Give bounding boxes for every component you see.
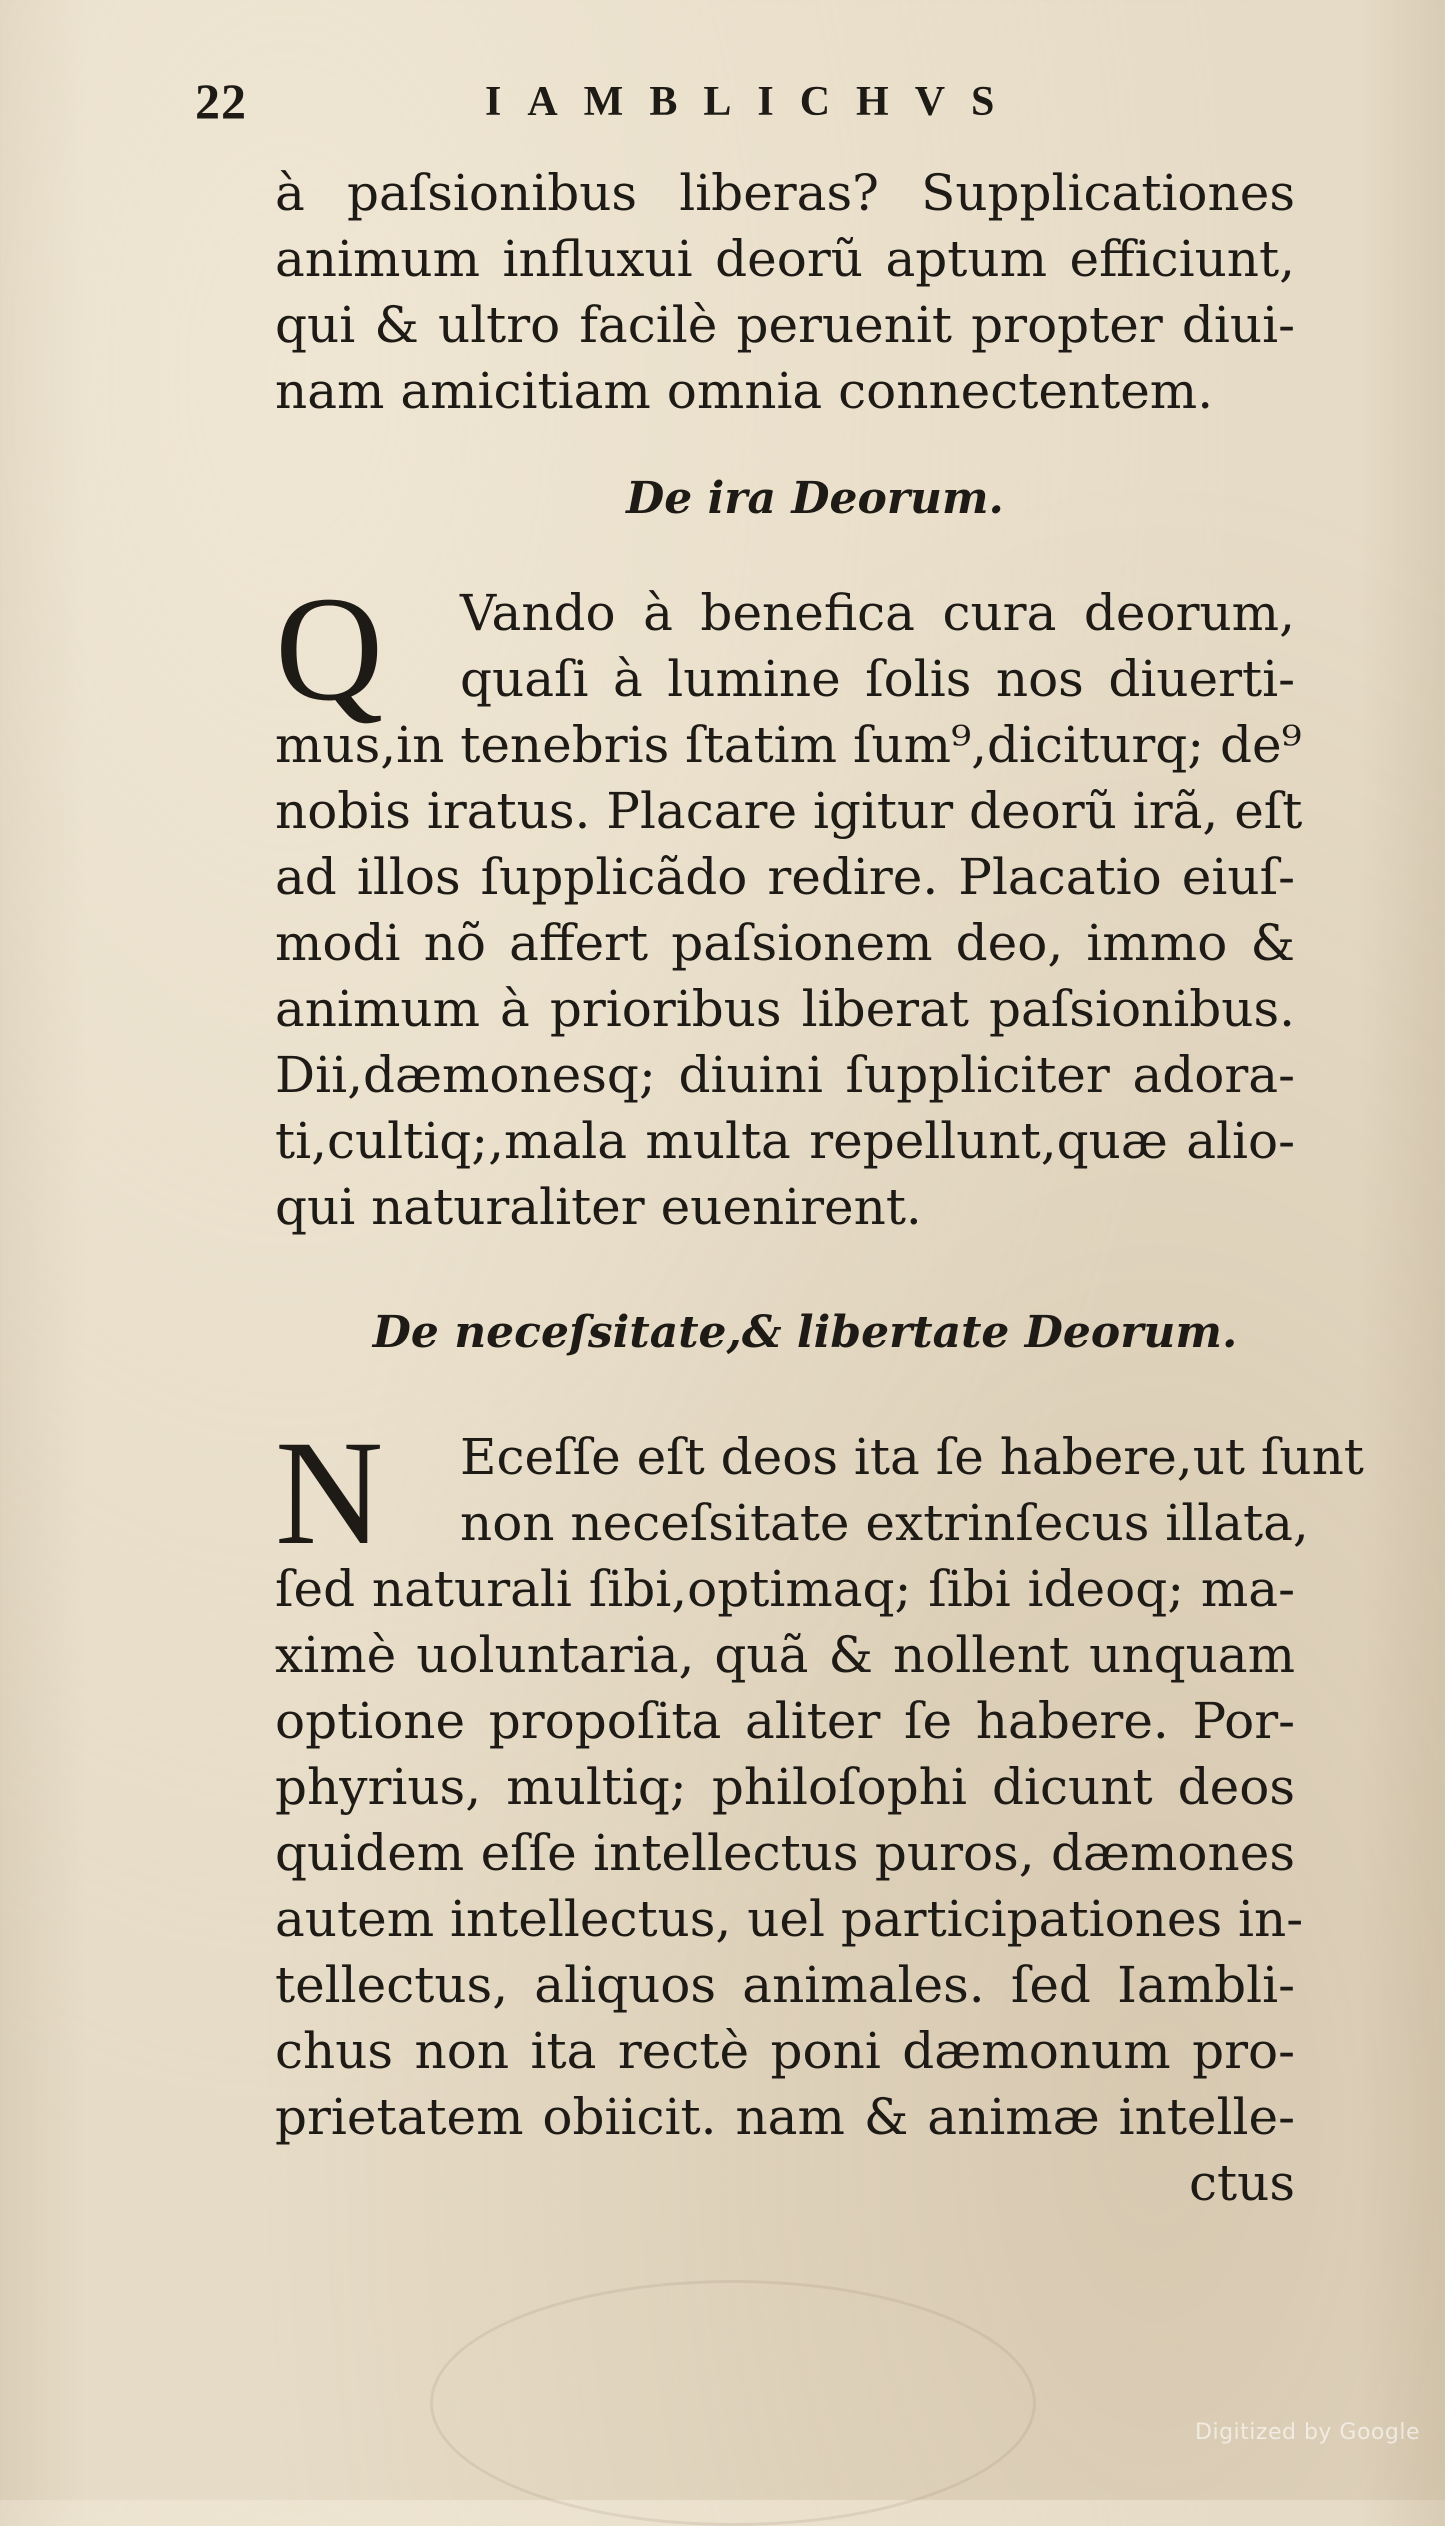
text-line: nobis iratus. Placare igitur deorũ irã, eſt	[275, 782, 1303, 840]
text-line: ſed naturali ſibi,optimaq; ſibi ideoq; ma-	[275, 1560, 1295, 1618]
catchword: ctus	[1189, 2154, 1295, 2212]
digitization-watermark: Digitized by Google	[1195, 2420, 1420, 2445]
text-line: modi nõ affert paſsionem deo, immo &	[275, 914, 1295, 972]
text-line: qui & ultro facilè peruenit propter diui-	[275, 296, 1295, 354]
drop-cap-initial: N	[275, 1410, 384, 1576]
text-line: chus non ita rectè poni dæmonum pro-	[275, 2022, 1295, 2080]
section-heading-ira: De ira Deorum.	[626, 473, 1004, 524]
text-line: mus,in tenebris ſtatim ſum⁹,diciturq; de⁹	[275, 716, 1302, 774]
running-head: IAMBLICHVS	[485, 79, 1021, 125]
section-necessitate	[275, 1410, 1364, 2216]
text-line: prietatem obiicit. nam & animæ intelle-	[275, 2088, 1295, 2146]
text-line: ti,cultiq;,mala multa repellunt,quæ alio-	[275, 1112, 1295, 1170]
section-ira	[275, 566, 1303, 1240]
text-line: Dii,dæmonesq; diuini ſuppliciter adora-	[275, 1046, 1295, 1104]
page-header	[195, 72, 1310, 142]
text-line: optione propoſita aliter ſe habere. Por-	[275, 1692, 1295, 1750]
text-line: tellectus, aliquos animales. ſed Iambli-	[275, 1956, 1295, 2014]
section-heading-necessitate: De neceſsitate,& libertate Deorum.	[372, 1307, 1238, 1358]
text-line: animum à prioribus liberat paſsionibus.	[275, 980, 1295, 1038]
intro-paragraph	[275, 160, 1295, 424]
text-line: à paſsionibus liberas? Supplicationes	[275, 164, 1295, 222]
text-line: nam amicitiam omnia connectentem.	[275, 362, 1214, 420]
text-line: Vando à benefica cura deorum,	[460, 584, 1295, 642]
library-stamp-mark	[430, 2280, 1036, 2526]
text-line: autem intellectus, uel participationes in-	[275, 1890, 1304, 1948]
text-line: quaſi à lumine ſolis nos diuerti-	[460, 650, 1295, 708]
text-line: ad illos ſupplicãdo redire. Placatio eiuſ-	[275, 848, 1295, 906]
drop-cap-initial: Q	[275, 566, 384, 732]
text-line: quidem eſſe intellectus puros, dæmones	[275, 1824, 1295, 1882]
text-line: non neceſsitate extrinſecus illata,	[460, 1494, 1309, 1552]
text-line: phyrius, multiq; philoſophi dicunt deos	[275, 1758, 1295, 1816]
text-line: qui naturaliter euenirent.	[275, 1178, 922, 1236]
page-number: 22	[195, 73, 247, 129]
text-line: ximè uoluntaria, quã & nollent unquam	[275, 1626, 1295, 1684]
text-line: Eceſſe eſt deos ita ſe habere,ut ſunt	[460, 1428, 1364, 1486]
text-block	[275, 160, 1364, 2216]
text-line: animum influxui deorũ aptum efficiunt,	[275, 230, 1295, 288]
